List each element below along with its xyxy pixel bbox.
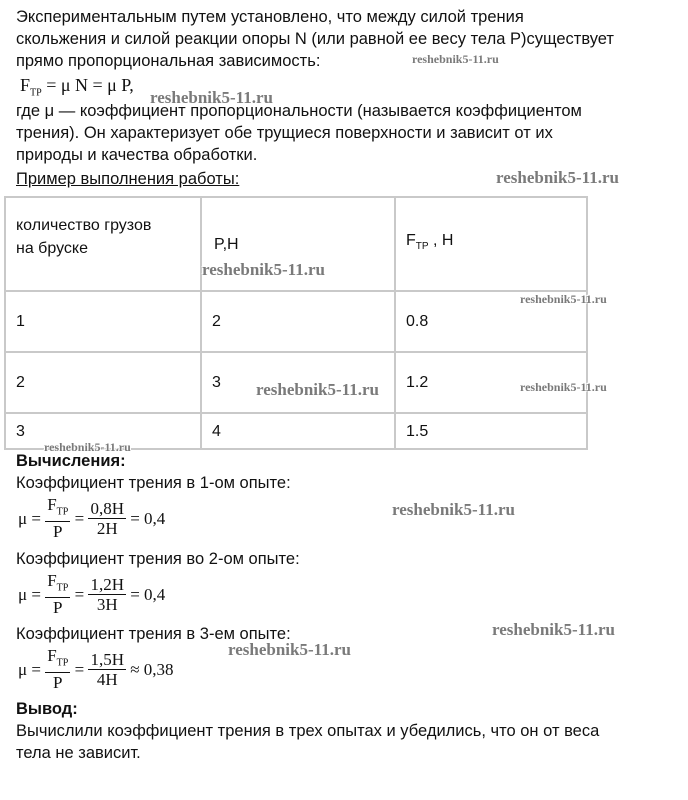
cell-count: 3 [5,413,201,449]
frac-num-sub: TP [56,506,69,518]
frac-num-sub: TP [56,657,69,669]
exp3-formula [18,647,174,693]
header-count-line-1: количество грузов [16,217,152,234]
watermark: reshebnik5-11.ru [150,88,273,107]
frac-num-f: F [47,571,57,590]
frac-den-p: P [53,522,63,542]
frac-den-p: P [53,673,63,693]
equals-sign: = [74,509,85,529]
watermark: reshebnik5-11.ru [496,168,619,187]
frac-value-num: 0,8H [90,498,124,518]
watermark: reshebnik5-11.ru [520,380,607,394]
friction-formula [20,75,134,99]
watermark: reshebnik5-11.ru [44,440,131,454]
mu-equals: μ = [18,509,41,529]
cell-force: 0.8 [395,291,587,352]
desc-line-1: где μ — коэффициент пропорциональности (называется коэффициентом [16,102,582,120]
watermark: reshebnik5-11.ru [392,500,515,519]
header-force-sub: TP [415,241,429,253]
cell-force: 1.2 [395,352,587,413]
desc-line-2: трения). Он характеризует обе трущиеся поверхности и зависит от их [16,124,553,142]
header-count [5,197,201,291]
intro-line-2: скольжения и силой реакции опоры N (или равной ее весу тела P)существует [16,30,614,48]
formula-result: ≈ 0,38 [130,660,174,680]
frac-value-den: 4H [96,669,118,689]
conclusion-heading: Вывод: [16,700,78,718]
exp2-label: Коэффициент трения во 2-ом опыте: [16,550,300,568]
exp3-label: Коэффициент трения в 3-ем опыте: [16,625,291,643]
cell-count: 1 [5,291,201,352]
frac-num-sub: TP [56,582,69,594]
cell-weight: 3 [201,352,395,413]
exp1-label: Коэффициент трения в 1-ом опыте: [16,474,291,492]
equals-sign: = [74,660,85,680]
table-row [5,291,587,352]
frac-force-weight [45,647,70,693]
watermark: reshebnik5-11.ru [256,380,379,399]
intro-line-3: прямо пропорциональная зависимость: [16,52,321,70]
conclusion-line-1: Вычислили коэффициент трения в трех опытах и убедились, что он от веса [16,722,600,740]
frac-values [88,500,126,539]
results-table [4,196,588,450]
intro-line-1: Экспериментальным путем установлено, что между силой трения [16,8,524,26]
mu-equals: μ = [18,585,41,605]
formula-sub: TP [30,87,42,99]
frac-force-weight [45,496,70,542]
example-heading: Пример выполнения работы: [16,170,240,188]
calc-heading: Вычисления: [16,452,126,470]
header-weight: P,H [201,197,395,291]
formula-f: F [20,75,31,95]
frac-num-f: F [47,646,57,665]
frac-den-p: P [53,598,63,618]
frac-value-num: 1,5H [90,649,124,669]
frac-value-den: 3H [96,594,118,614]
conclusion-line-2: тела не зависит. [16,744,141,762]
frac-value-den: 2H [96,518,118,538]
watermark: reshebnik5-11.ru [520,292,607,306]
watermark: reshebnik5-11.ru [228,640,351,659]
header-force-unit: , H [428,232,454,250]
equals-sign: = [74,585,85,605]
exp1-formula [18,496,165,542]
frac-values [88,576,126,615]
watermark: reshebnik5-11.ru [492,620,615,639]
watermark: reshebnik5-11.ru [412,52,499,66]
cell-force: 1.5 [395,413,587,449]
cell-count: 2 [5,352,201,413]
exp2-formula [18,572,165,618]
watermark: reshebnik5-11.ru [202,260,325,279]
frac-values [88,651,126,690]
mu-equals: μ = [18,660,41,680]
desc-line-3: природы и качества обработки. [16,146,258,164]
header-count-line-2: на бруске [16,240,88,257]
frac-force-weight [45,572,70,618]
frac-num-f: F [47,495,57,514]
frac-value-num: 1,2H [90,574,124,594]
formula-result: = 0,4 [130,585,166,605]
cell-weight: 4 [201,413,395,449]
formula-result: = 0,4 [130,509,166,529]
header-force [395,197,587,291]
header-force-f: F [406,232,416,250]
formula-rest: = μ N = μ P, [41,75,134,95]
cell-weight: 2 [201,291,395,352]
